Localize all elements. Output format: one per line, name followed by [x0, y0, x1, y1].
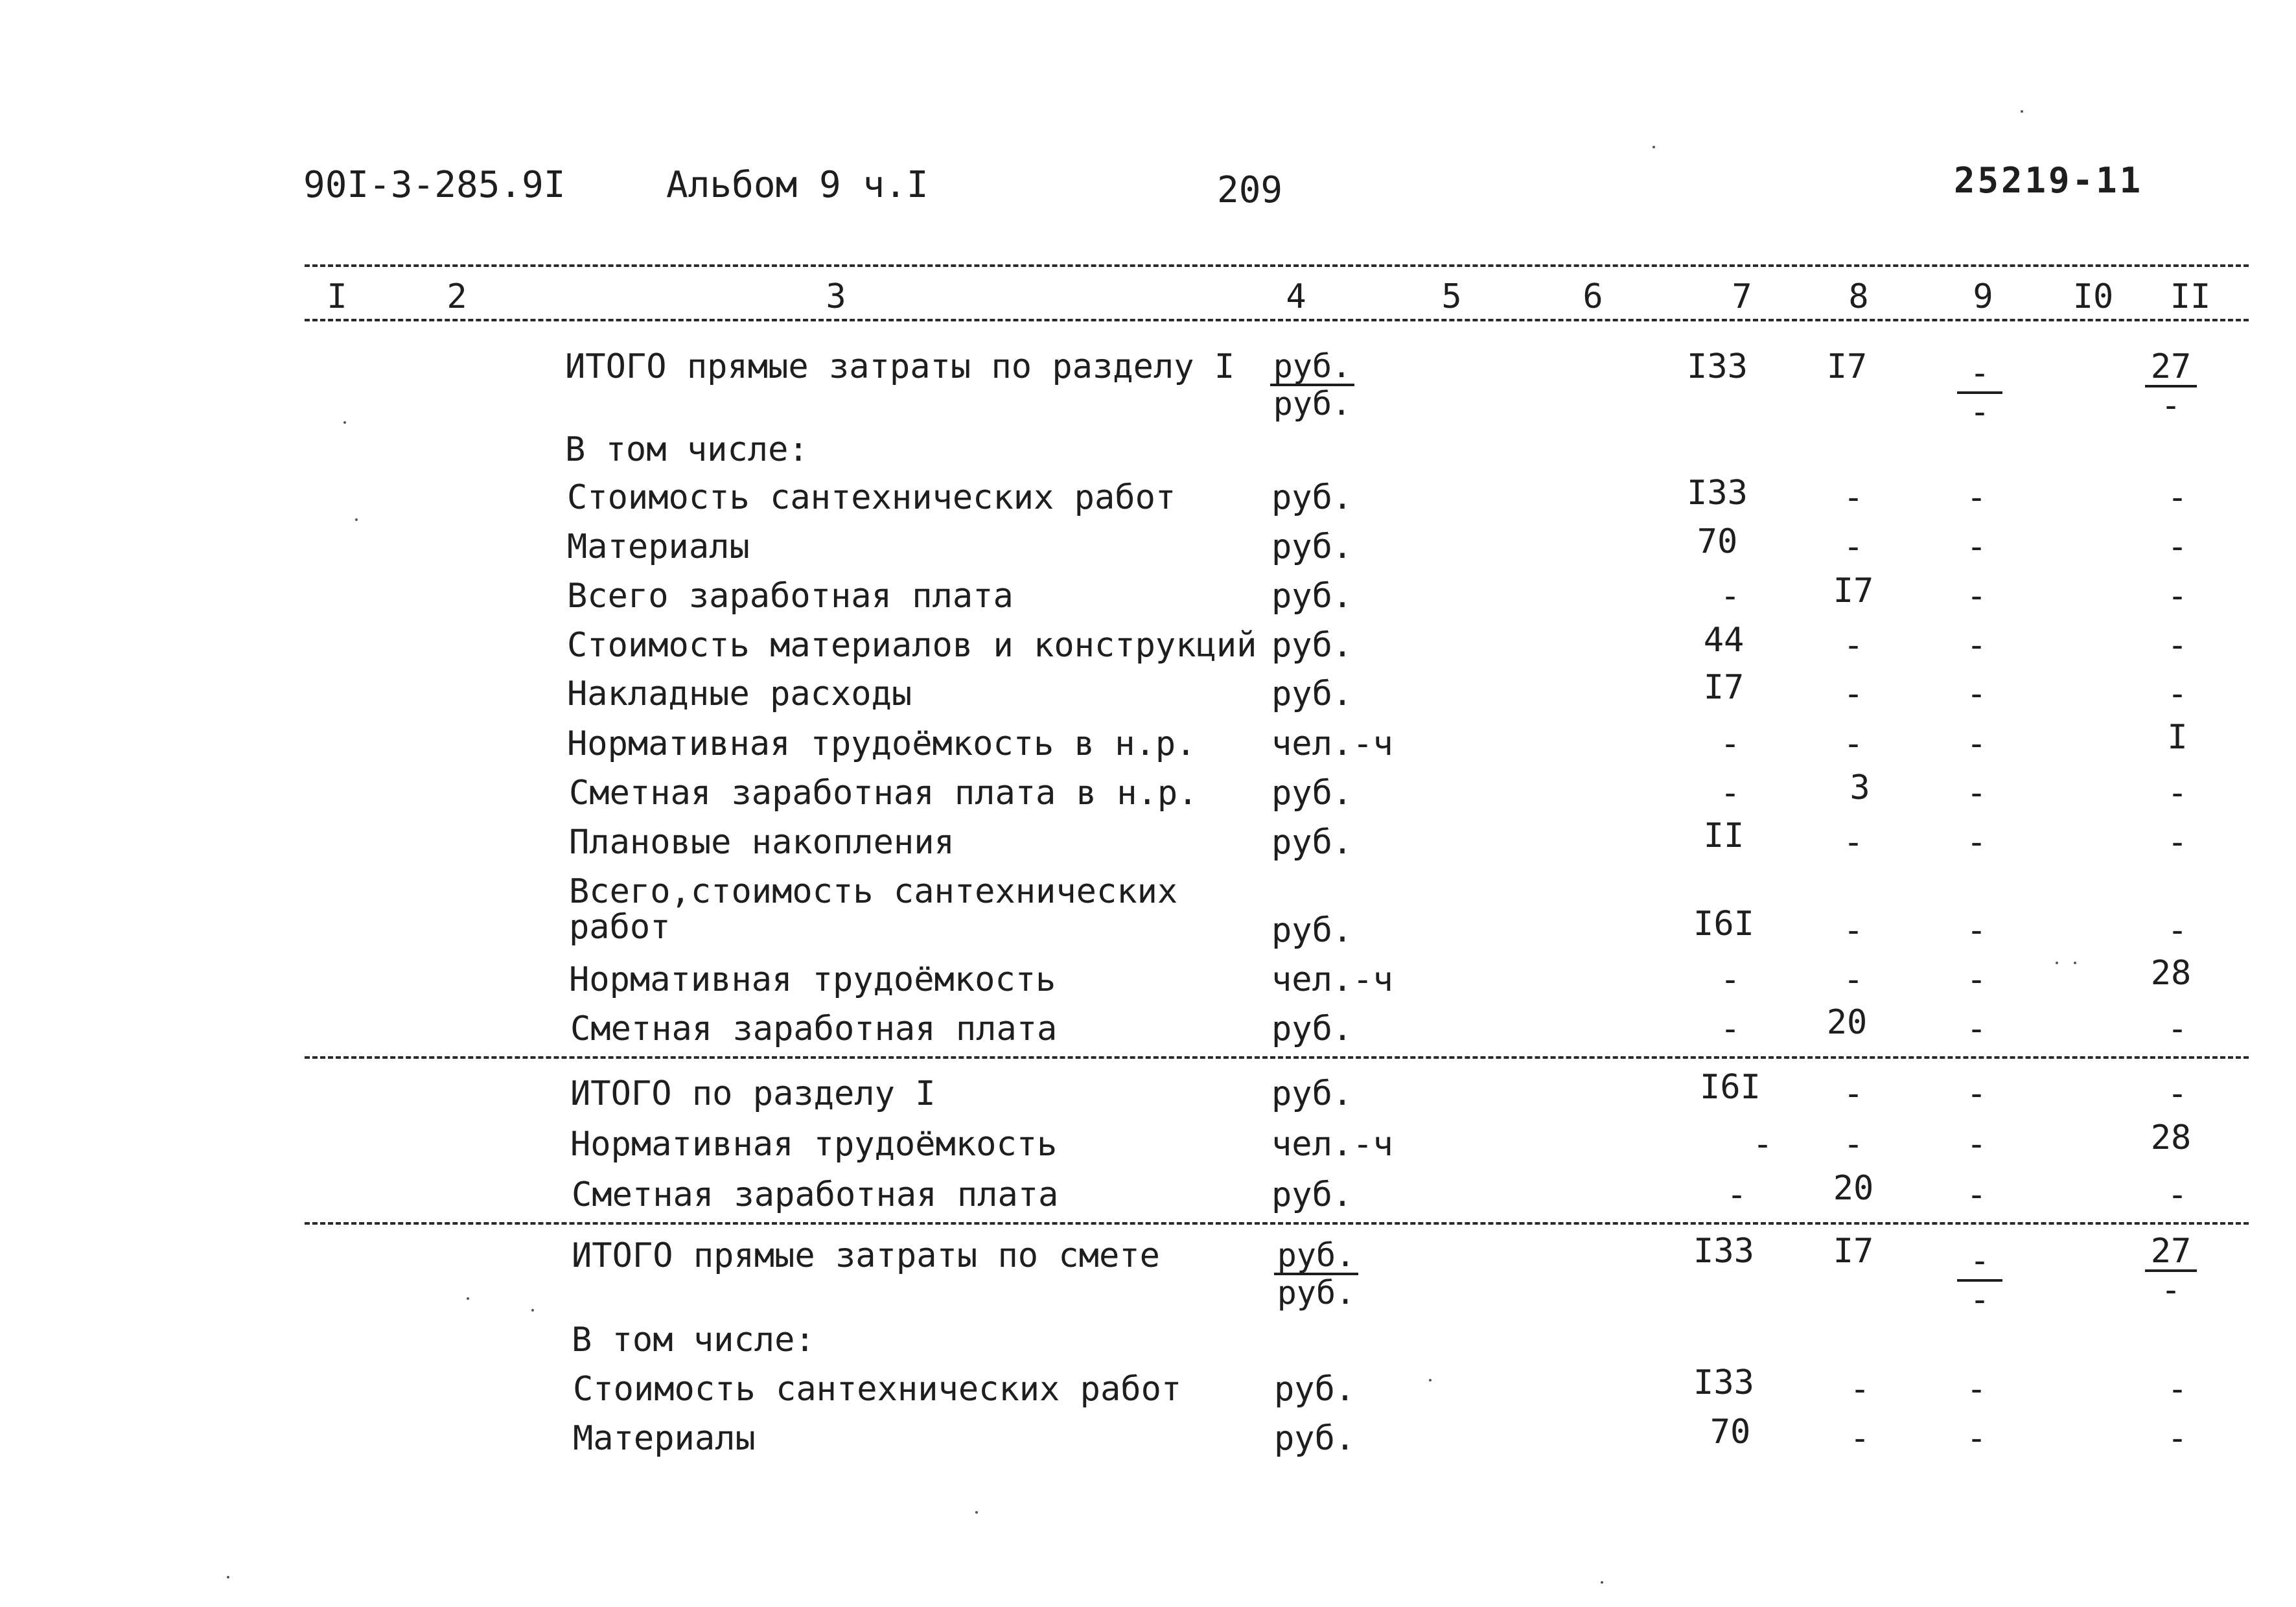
cell-col9: - — [1966, 626, 1987, 665]
column-number: 8 — [1848, 277, 1869, 316]
cell-col11: - — [2167, 1010, 2188, 1048]
column-number: 9 — [1973, 277, 1993, 316]
cell-col9: - — [1966, 478, 1987, 517]
scan-speck — [1652, 146, 1655, 148]
cell-col8: - — [1843, 724, 1864, 763]
cell-col8: - — [1843, 626, 1864, 665]
scan-speck — [1429, 1379, 1432, 1382]
document-code: 90I-3-285.9I — [303, 164, 566, 206]
row-unit: руб. — [1271, 1074, 1353, 1113]
row-label: Нормативная трудоёмкость в н.р. — [567, 724, 1196, 763]
row-unit: руб. — [1271, 577, 1353, 616]
cell-col8: - — [1843, 675, 1864, 713]
fraction-denominator: - — [2161, 386, 2181, 425]
unit-numerator: руб. — [1274, 1239, 1358, 1275]
row-label: Стоимость сантехнических работ — [573, 1370, 1182, 1409]
row-unit: руб. — [1271, 626, 1353, 665]
cell-col9: - — [1966, 1370, 1987, 1409]
cell-col11: - — [2167, 1419, 2188, 1458]
row-label: Плановые накопления — [569, 823, 955, 862]
cell-col8: 20 — [1833, 1169, 1874, 1208]
cell-col8: - — [1843, 1074, 1864, 1113]
scan-speck — [467, 1297, 469, 1300]
row-label: Сметная заработная плата в н.р. — [569, 774, 1198, 813]
row-label: ИТОГО прямые затраты по разделу I — [565, 347, 1235, 386]
cell-col9-fraction — [1957, 354, 2002, 432]
fraction-numerator: 27 — [2145, 350, 2197, 387]
cell-col11: - — [2167, 1074, 2188, 1113]
column-number: 2 — [446, 277, 467, 316]
cell-col7: - — [1720, 577, 1741, 616]
section-divider — [305, 1056, 2249, 1059]
cell-col7: I33 — [1693, 1232, 1754, 1271]
cell-col9: - — [1966, 1419, 1987, 1458]
row-unit: руб. — [1271, 675, 1353, 713]
row-unit: руб. — [1274, 1419, 1356, 1458]
cell-col9: - — [1966, 911, 1987, 950]
row-unit: руб. — [1271, 774, 1353, 813]
row-unit: руб. — [1274, 1370, 1356, 1409]
cell-col9: - — [1966, 1010, 1987, 1048]
fraction-numerator: - — [1957, 1244, 2002, 1282]
cell-col7: II — [1703, 816, 1745, 855]
column-number: I — [327, 277, 347, 316]
archive-stamp: 25219-11 — [1954, 160, 2144, 201]
row-label: Сметная заработная плата — [570, 1010, 1058, 1048]
column-number: 7 — [1732, 277, 1752, 316]
cell-col9: - — [1966, 724, 1987, 763]
cell-col7: I6I — [1693, 905, 1754, 943]
cell-col7: 70 — [1710, 1413, 1751, 1451]
row-unit: чел.-ч — [1271, 1125, 1393, 1164]
row-unit: чел.-ч — [1271, 724, 1393, 763]
cell-col11: - — [2167, 626, 2188, 665]
scan-speck — [975, 1511, 978, 1514]
cell-col7: I33 — [1687, 347, 1748, 386]
unit-fraction — [1274, 1236, 1358, 1312]
cell-col7: - — [1752, 1125, 1773, 1164]
row-label: Сметная заработная плата — [572, 1175, 1059, 1214]
unit-denominator: руб. — [1277, 1274, 1356, 1312]
row-label: Стоимость материалов и конструкций — [567, 626, 1257, 665]
cell-col11: 28 — [2150, 954, 2192, 993]
cell-col7: I6I — [1700, 1068, 1761, 1107]
cell-col11: I — [2167, 718, 2188, 757]
scan-speck — [343, 421, 346, 424]
row-label: Стоимость сантехнических работ — [567, 478, 1176, 517]
cell-col7: - — [1720, 960, 1741, 999]
column-number: 3 — [826, 277, 846, 316]
cell-col8: - — [1843, 823, 1864, 862]
cell-col9: - — [1966, 1175, 1987, 1214]
cell-col11: - — [2167, 823, 2188, 862]
fraction-numerator: 27 — [2145, 1234, 2197, 1272]
cell-col9: - — [1966, 527, 1987, 566]
row-unit: руб. — [1271, 478, 1353, 517]
cell-col11: - — [2167, 577, 2188, 616]
scan-speck — [1601, 1581, 1603, 1584]
cell-col9: - — [1966, 675, 1987, 713]
fraction-denominator: - — [1969, 1280, 1990, 1319]
column-number: I0 — [2072, 277, 2114, 316]
cell-col9: - — [1966, 960, 1987, 999]
row-label: Нормативная трудоёмкость — [569, 960, 1056, 999]
row-label: ИТОГО по разделу I — [570, 1074, 936, 1113]
cell-col8: - — [1850, 1370, 1870, 1409]
unit-denominator: руб. — [1273, 385, 1352, 422]
cell-col8: 3 — [1850, 769, 1870, 807]
column-number: 4 — [1286, 277, 1306, 316]
unit-fraction — [1270, 347, 1354, 422]
cell-col8: I7 — [1833, 1232, 1874, 1271]
cell-col9-fraction — [1957, 1244, 2002, 1317]
cell-col9: - — [1966, 823, 1987, 862]
cell-col7: I33 — [1693, 1363, 1754, 1402]
scan-speck — [227, 1576, 229, 1578]
row-unit: руб. — [1271, 823, 1353, 862]
cell-col9: - — [1966, 1125, 1987, 1164]
row-label-line1: Всего,стоимость сантехнических — [569, 872, 1178, 911]
cell-col11: - — [2167, 527, 2188, 566]
row-unit: руб. — [1271, 911, 1353, 950]
unit-numerator: руб. — [1270, 350, 1354, 386]
cell-col7: - — [1726, 1175, 1747, 1214]
cell-col9: - — [1966, 1074, 1987, 1113]
header-top-dashline — [305, 264, 2249, 267]
cell-col8: I7 — [1826, 347, 1868, 386]
cell-col7: 70 — [1697, 522, 1738, 561]
cell-col11: - — [2167, 478, 2188, 517]
scan-speck — [531, 1309, 534, 1312]
row-label: Всего заработная плата — [567, 577, 1014, 616]
cell-col11: - — [2167, 675, 2188, 713]
cell-col8: I7 — [1833, 572, 1874, 610]
scan-speck — [355, 518, 358, 521]
header-bottom-dashline — [305, 319, 2249, 321]
cell-col7: 44 — [1703, 621, 1745, 660]
section-divider — [305, 1222, 2249, 1225]
cell-col8: - — [1843, 960, 1864, 999]
cell-col11: 28 — [2150, 1118, 2192, 1157]
cell-col8: - — [1850, 1419, 1870, 1458]
cell-col11-fraction — [2145, 347, 2197, 425]
cell-col7: I33 — [1687, 474, 1748, 513]
cell-col11: - — [2167, 911, 2188, 950]
row-label: ИТОГО прямые затраты по смете — [572, 1236, 1160, 1275]
cell-col8: - — [1843, 478, 1864, 517]
cell-col8: - — [1843, 911, 1864, 950]
column-number: II — [2170, 277, 2211, 316]
cell-col7: - — [1720, 774, 1741, 813]
cell-col9: - — [1966, 774, 1987, 813]
row-label: В том числе: — [572, 1321, 815, 1359]
cell-col11: - — [2167, 1370, 2188, 1409]
row-unit: руб. — [1271, 1175, 1353, 1214]
fraction-denominator: - — [2161, 1271, 2181, 1310]
row-label: Материалы — [573, 1419, 756, 1458]
row-label: В том числе: — [565, 430, 809, 469]
cell-col8: 20 — [1826, 1003, 1868, 1042]
cell-col7: - — [1720, 724, 1741, 763]
scan-speck — [2074, 962, 2076, 964]
column-number: 6 — [1583, 277, 1603, 316]
fraction-denominator: - — [1969, 393, 1990, 432]
row-label: Материалы — [567, 527, 750, 566]
page-number: 209 — [1217, 169, 1283, 211]
row-label-line2: работ — [569, 908, 671, 947]
row-label: Нормативная трудоёмкость — [570, 1125, 1058, 1164]
cell-col11-fraction — [2145, 1232, 2197, 1310]
cell-col7: I7 — [1703, 668, 1745, 707]
album-label: Альбом 9 ч.I — [666, 164, 929, 206]
cell-col11: - — [2167, 774, 2188, 813]
row-unit: руб. — [1271, 527, 1353, 566]
cell-col8: - — [1843, 527, 1864, 566]
scan-speck — [2056, 962, 2058, 964]
row-unit: руб. — [1271, 1010, 1353, 1048]
cell-col7: - — [1720, 1010, 1741, 1048]
fraction-numerator: - — [1957, 356, 2002, 394]
row-label: Накладные расходы — [567, 675, 912, 713]
cell-col8: - — [1843, 1125, 1864, 1164]
cell-col11: - — [2167, 1175, 2188, 1214]
column-number: 5 — [1441, 277, 1462, 316]
scan-speck — [2021, 110, 2023, 113]
cell-col9: - — [1966, 577, 1987, 616]
row-unit: чел.-ч — [1271, 960, 1393, 999]
